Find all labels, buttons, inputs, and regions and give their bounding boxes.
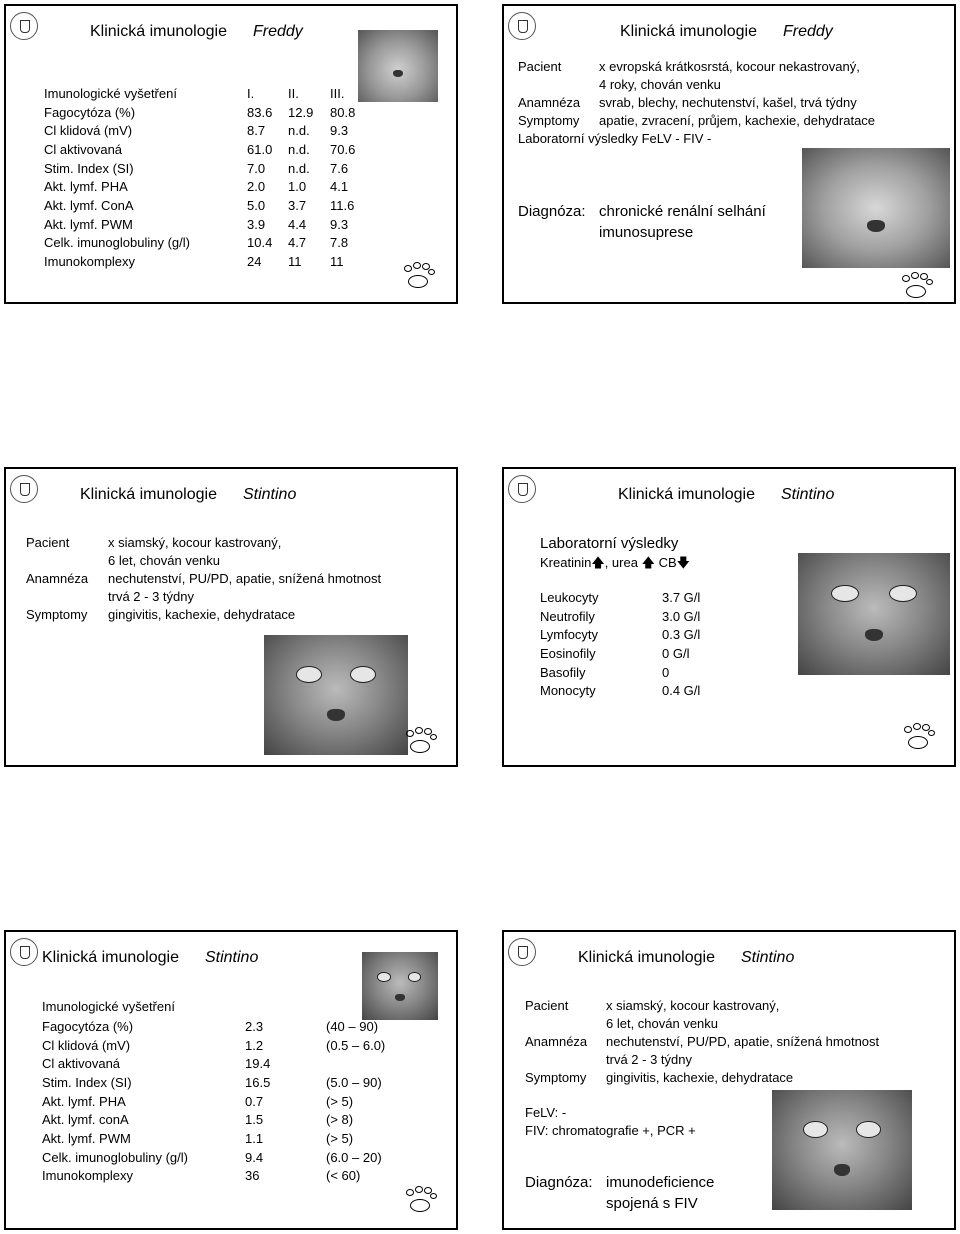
table-cell: 61.0 (247, 141, 273, 157)
slide-title-text: Klinická imunologie (618, 486, 755, 503)
info-line (518, 94, 857, 112)
header-cell: III. (330, 85, 345, 101)
slide-5 (4, 930, 458, 1230)
table-cell: 0 G/l (662, 645, 690, 661)
info-value: svrab, blechy, nechutenství, kašel, trvá týdny (599, 95, 857, 110)
table-row (540, 644, 722, 663)
table-row (42, 1110, 406, 1129)
info-line (525, 1033, 880, 1051)
table-cell: (> 5) (326, 1093, 354, 1109)
table-cell: 2.0 (247, 179, 266, 195)
university-logo-icon (508, 475, 536, 503)
table-cell: 1.0 (288, 179, 307, 195)
university-logo-icon (10, 938, 38, 966)
table-cell: 1.5 (245, 1112, 264, 1128)
university-logo-icon (508, 12, 536, 40)
table-cell: Leukocyty (540, 589, 599, 605)
table-cell: Fagocytóza (%) (44, 104, 136, 120)
table-cell: Akt. lymf. conA (42, 1112, 129, 1128)
table-cell: 0 (662, 664, 670, 680)
slide-4 (502, 467, 956, 767)
diagnosis-label: Diagnóza: (525, 1174, 593, 1191)
info-line (518, 76, 721, 94)
arrow-up-icon: 🡅 (591, 555, 605, 570)
table-cell: 8.7 (247, 123, 266, 139)
info-value: nechutenství, PU/PD, apatie, snížená hmotnost (108, 571, 382, 586)
table-cell: Cl aktivovaná (42, 1056, 121, 1072)
table-cell: n.d. (288, 141, 310, 157)
table-cell: (5.0 – 90) (326, 1074, 382, 1090)
slide-6 (502, 930, 956, 1230)
diagnosis (518, 202, 766, 241)
info-value: apatie, zvracení, průjem, kachexie, dehydratace (599, 113, 876, 128)
patient-info (525, 997, 880, 1087)
info-value: 6 let, chován venku (606, 1016, 719, 1031)
info-line (525, 997, 780, 1015)
slide-title-text: Klinická imunologie (620, 23, 757, 40)
table-header-row (44, 84, 380, 103)
table-row (540, 663, 722, 682)
table-cell: (6.0 – 20) (326, 1149, 382, 1165)
info-line (26, 534, 282, 552)
slide-title (578, 949, 794, 967)
table-cell: Akt. lymf. PHA (42, 1093, 126, 1109)
diagnosis-line-1: imunodeficience (606, 1174, 715, 1191)
table-row (540, 607, 722, 626)
table-cell: 19.4 (245, 1056, 271, 1072)
table-cell: n.d. (288, 160, 310, 176)
table-row (42, 1054, 406, 1073)
info-value: gingivitis, kachexie, dehydratace (606, 1070, 794, 1085)
slide-title (80, 486, 296, 504)
header-cell: I. (247, 85, 255, 101)
diagnosis-line-2: imunosuprese (599, 224, 694, 241)
blood-count-table (540, 588, 722, 700)
table-cell: 4.4 (288, 216, 307, 232)
paw-icon (902, 272, 934, 300)
slide-3 (4, 467, 458, 767)
fiv-result: FIV: chromatografie +, PCR + (525, 1123, 696, 1138)
table-cell: 24 (247, 254, 262, 270)
slide-title-text: Klinická imunologie (90, 23, 227, 40)
arrow-down-icon: 🡇 (676, 555, 690, 570)
table-cell: 12.9 (288, 104, 314, 120)
table-cell: 7.0 (247, 160, 266, 176)
table-cell: Cl klidová (mV) (42, 1037, 131, 1053)
info-value: gingivitis, kachexie, dehydratace (108, 607, 296, 622)
cb-label: CB (658, 555, 677, 570)
slide-title (42, 949, 258, 967)
patient-name: Freddy (252, 23, 303, 40)
table-row (540, 681, 722, 700)
info-line (26, 552, 221, 570)
table-cell: Eosinofily (540, 645, 596, 661)
table-row (44, 140, 380, 159)
table-cell: Stim. Index (SI) (44, 160, 134, 176)
info-label: Pacient (525, 998, 569, 1013)
info-label: Anamnéza (518, 95, 581, 110)
table-row (42, 1017, 406, 1036)
info-label: Pacient (518, 59, 562, 74)
table-cell: 70.6 (330, 141, 356, 157)
info-value: 4 roky, chován venku (599, 77, 721, 92)
table-row (540, 625, 722, 644)
info-line (525, 1069, 794, 1087)
info-label: Pacient (26, 535, 70, 550)
patient-name: Freddy (782, 23, 833, 40)
table-row (42, 1129, 406, 1148)
table-cell: 0.3 G/l (662, 627, 701, 643)
patient-info (26, 534, 382, 624)
diagnosis-line-1: chronické renální selhání (599, 203, 766, 220)
info-value: x siamský, kocour kastrovaný, (606, 998, 780, 1013)
table-cell: Celk. imunoglobuliny (g/l) (44, 235, 190, 251)
table-cell: Akt. lymf. PWM (44, 216, 133, 232)
table-row (44, 215, 380, 234)
table-row (44, 252, 380, 271)
slide-title (620, 23, 833, 41)
table-cell: 10.4 (247, 235, 273, 251)
patient-name: Stintino (204, 949, 259, 966)
table-cell: 1.1 (245, 1130, 264, 1146)
info-line (26, 570, 382, 588)
university-logo-icon (10, 12, 38, 40)
diagnosis (525, 1173, 715, 1212)
slide-title-text: Klinická imunologie (42, 949, 179, 966)
info-value: trvá 2 - 3 týdny (606, 1052, 692, 1067)
slide-title (618, 486, 834, 504)
info-value: x siamský, kocour kastrovaný, (108, 535, 282, 550)
info-line (525, 1015, 719, 1033)
table-cell: 80.8 (330, 104, 356, 120)
lab-title: Laboratorní výsledky (540, 535, 679, 552)
slide-title-text: Klinická imunologie (80, 486, 217, 503)
info-line (26, 588, 194, 606)
paw-icon (406, 1186, 438, 1214)
table-cell: 4.1 (330, 179, 349, 195)
table-row (44, 196, 380, 215)
table-cell: Imunokomplexy (44, 254, 136, 270)
cat-photo-freddy (802, 148, 950, 268)
patient-name: Stintino (242, 486, 297, 503)
lab-results: Laboratorní výsledky FeLV - FIV - (518, 131, 712, 146)
immunology-table (42, 1017, 406, 1185)
diagnosis-label: Diagnóza: (518, 203, 586, 220)
table-cell: Akt. lymf. PHA (44, 179, 128, 195)
header-cell: II. (288, 85, 299, 101)
table-cell: Monocyty (540, 683, 596, 699)
table-cell: Basofily (540, 664, 586, 680)
table-row (44, 234, 380, 253)
table-cell: Lymfocyty (540, 627, 599, 643)
info-value: 6 let, chován venku (108, 553, 221, 568)
university-logo-icon (508, 938, 536, 966)
info-value: x evropská krátkosrstá, kocour nekastrovaný, (599, 59, 860, 74)
info-line (525, 1051, 692, 1069)
cat-photo-stintino (798, 553, 950, 675)
table-cell: Akt. lymf. PWM (42, 1130, 131, 1146)
table-row (42, 1167, 406, 1186)
table-cell: (40 – 90) (326, 1018, 379, 1034)
table-row (44, 177, 380, 196)
table-cell: (> 8) (326, 1112, 354, 1128)
university-logo-icon (10, 475, 38, 503)
table-cell: 0.7 (245, 1093, 264, 1109)
table-row (540, 588, 722, 607)
table-cell: 9.4 (245, 1149, 264, 1165)
table-cell: 0.4 G/l (662, 683, 701, 699)
cat-photo-stintino (362, 952, 438, 1020)
patient-name: Stintino (780, 486, 835, 503)
info-label: Symptomy (518, 113, 580, 128)
slide-title-text: Klinická imunologie (578, 949, 715, 966)
patient-name: Stintino (740, 949, 795, 966)
header-cell: Imunologické vyšetření (44, 85, 177, 101)
table-row (42, 1092, 406, 1111)
slide-2 (502, 4, 956, 304)
table-cell: 7.6 (330, 160, 349, 176)
info-line (518, 58, 860, 76)
slide-title (90, 23, 303, 41)
kreatinin-label: Kreatinin (540, 555, 592, 570)
info-line (518, 112, 876, 130)
table-cell: 1.2 (245, 1037, 264, 1053)
immunology-table (44, 84, 380, 271)
info-label: Anamnéza (26, 571, 89, 586)
table-cell: Celk. imunoglobuliny (g/l) (42, 1149, 188, 1165)
table-cell: Imunokomplexy (42, 1168, 134, 1184)
slide-1 (4, 4, 458, 304)
diagnosis-line-2: spojená s FIV (606, 1195, 698, 1212)
paw-icon (406, 727, 438, 755)
table-row (42, 1036, 406, 1055)
cat-photo-stintino (772, 1090, 912, 1210)
table-cell: 3.9 (247, 216, 266, 232)
info-label: Anamnéza (525, 1034, 588, 1049)
table-cell: (< 60) (326, 1168, 361, 1184)
table-cell: 11 (330, 254, 344, 270)
table-cell (326, 1054, 406, 1073)
paw-icon (904, 723, 936, 751)
urea-label: , urea (604, 555, 638, 570)
info-label: Symptomy (525, 1070, 587, 1085)
table-cell: Cl klidová (mV) (44, 123, 133, 139)
table-cell: 3.7 G/l (662, 589, 701, 605)
table-row (44, 103, 380, 122)
table-cell: 11.6 (330, 197, 355, 213)
table-row (42, 1073, 406, 1092)
table-cell: Akt. lymf. ConA (44, 197, 134, 213)
info-line (26, 606, 296, 624)
table-cell: Neutrofily (540, 608, 595, 624)
kreatinin-line (540, 554, 690, 572)
info-value: nechutenství, PU/PD, apatie, snížená hmotnost (606, 1034, 880, 1049)
arrow-up-icon: 🡅 (641, 555, 655, 570)
table-cell: 83.6 (247, 104, 273, 120)
table-cell: 3.0 G/l (662, 608, 701, 624)
table-cell: 2.3 (245, 1018, 264, 1034)
table-row (44, 159, 380, 178)
felv-result: FeLV: - (525, 1105, 567, 1120)
info-value: trvá 2 - 3 týdny (108, 589, 194, 604)
cat-photo-stintino (264, 635, 408, 755)
table-row (42, 1148, 406, 1167)
table-cell: Stim. Index (SI) (42, 1074, 132, 1090)
table-cell: 3.7 (288, 197, 307, 213)
table-cell: 5.0 (247, 197, 266, 213)
table-cell: 11 (288, 254, 302, 270)
table-row (44, 121, 380, 140)
patient-info (518, 58, 876, 130)
paw-icon (404, 262, 436, 290)
table-cell: 16.5 (245, 1074, 271, 1090)
table-cell: (0.5 – 6.0) (326, 1037, 386, 1053)
table-cell: 7.8 (330, 235, 349, 251)
table-cell: (> 5) (326, 1130, 354, 1146)
table-cell: 36 (245, 1168, 260, 1184)
table-cell: n.d. (288, 123, 310, 139)
table-cell: Cl aktivovaná (44, 141, 123, 157)
table-cell: 4.7 (288, 235, 307, 251)
info-label: Symptomy (26, 607, 88, 622)
table-cell: Fagocytóza (%) (42, 1018, 134, 1034)
table-cell: 9.3 (330, 216, 349, 232)
table-cell: 9.3 (330, 123, 349, 139)
table-heading: Imunologické vyšetření (42, 999, 175, 1014)
